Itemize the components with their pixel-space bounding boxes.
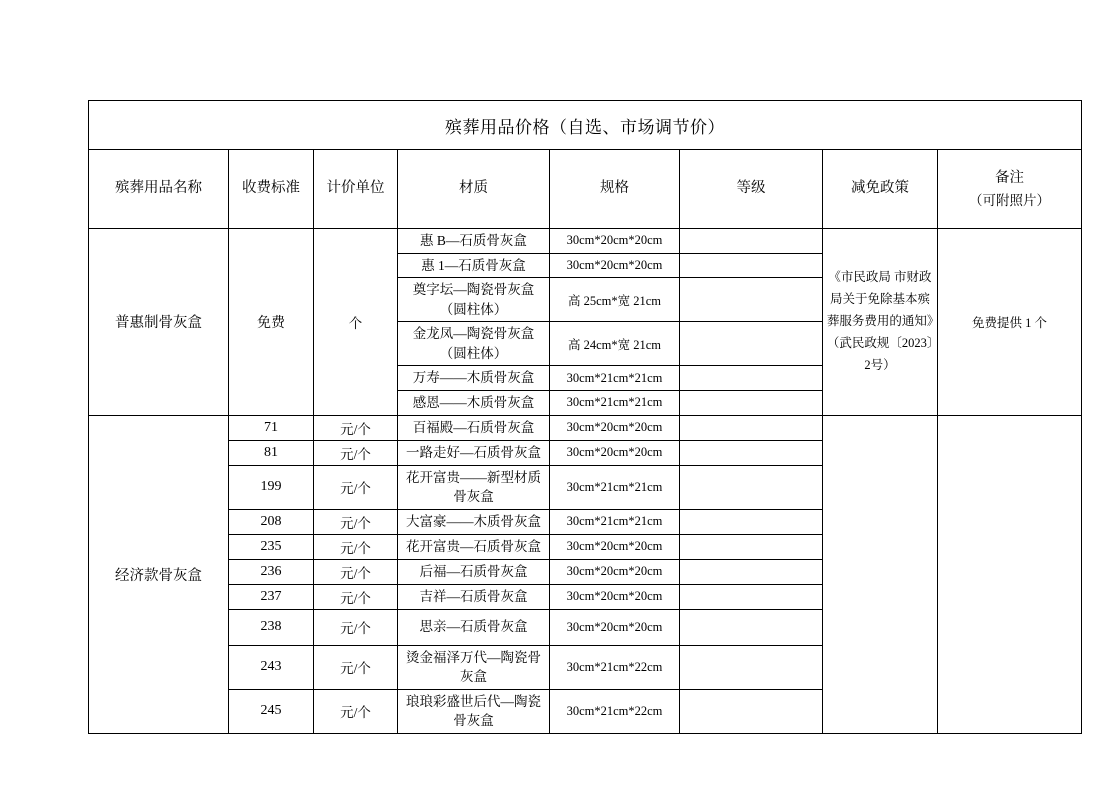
grade-cell: [680, 609, 823, 645]
spec-cell: 30cm*21cm*21cm: [550, 390, 680, 415]
unit-cell: 元/个: [314, 645, 398, 689]
group-note-cell: [938, 415, 1082, 733]
spec-cell: 30cm*20cm*20cm: [550, 253, 680, 278]
grade-cell: [680, 534, 823, 559]
table-row: [89, 229, 1082, 254]
group-policy-cell: 《市民政局 市财政局关于免除基本殡葬服务费用的通知》（武民政规〔2023〕2号）: [823, 229, 938, 416]
group-note-cell: 免费提供 1 个: [938, 229, 1082, 416]
column-header-name: 殡葬用品名称: [89, 150, 229, 229]
material-cell: 百福殿—石质骨灰盒: [398, 415, 550, 440]
group-policy-cell: [823, 415, 938, 733]
unit-cell: 元/个: [314, 609, 398, 645]
material-cell: 大富豪——木质骨灰盒: [398, 509, 550, 534]
column-header-remark-sub: （可附照片）: [969, 192, 1050, 208]
material-cell: 花开富贵—石质骨灰盒: [398, 534, 550, 559]
unit-cell: 元/个: [314, 534, 398, 559]
page-title: 殡葬用品价格（自选、市场调节价）: [89, 101, 1082, 150]
fee-cell: 236: [229, 559, 314, 584]
material-cell: 奠字坛—陶瓷骨灰盒（圆柱体）: [398, 278, 550, 322]
spec-cell: 30cm*20cm*20cm: [550, 584, 680, 609]
spec-cell: 30cm*20cm*20cm: [550, 229, 680, 254]
grade-cell: [680, 229, 823, 254]
grade-cell: [680, 645, 823, 689]
spec-cell: 30cm*20cm*20cm: [550, 609, 680, 645]
material-cell: 后福—石质骨灰盒: [398, 559, 550, 584]
group-unit-cell: 个: [314, 229, 398, 416]
table-title-row: [89, 101, 1082, 150]
spec-cell: 30cm*21cm*22cm: [550, 645, 680, 689]
column-header-material: 材质: [398, 150, 550, 229]
column-header-remark: [938, 150, 1082, 229]
material-cell: 烫金福泽万代—陶瓷骨灰盒: [398, 645, 550, 689]
group-fee-cell: 免费: [229, 229, 314, 416]
grade-cell: [680, 440, 823, 465]
unit-cell: 元/个: [314, 584, 398, 609]
fee-cell: 243: [229, 645, 314, 689]
material-cell: 金龙凤—陶瓷骨灰盒（圆柱体）: [398, 322, 550, 366]
material-cell: 思亲—石质骨灰盒: [398, 609, 550, 645]
spec-cell: 30cm*21cm*21cm: [550, 366, 680, 391]
spec-cell: 高 24cm*宽 21cm: [550, 322, 680, 366]
grade-cell: [680, 278, 823, 322]
column-header-grade: 等级: [680, 150, 823, 229]
group-name-cell: 经济款骨灰盒: [89, 415, 229, 733]
table-header-row: [89, 150, 1082, 229]
spec-cell: 30cm*21cm*22cm: [550, 689, 680, 733]
material-cell: 万寿——木质骨灰盒: [398, 366, 550, 391]
spec-cell: 30cm*20cm*20cm: [550, 415, 680, 440]
column-header-unit: 计价单位: [314, 150, 398, 229]
spec-cell: 30cm*21cm*21cm: [550, 465, 680, 509]
unit-cell: 元/个: [314, 689, 398, 733]
price-table: [88, 100, 1082, 734]
spec-cell: 30cm*21cm*21cm: [550, 509, 680, 534]
unit-cell: 元/个: [314, 415, 398, 440]
material-cell: 一路走好—石质骨灰盒: [398, 440, 550, 465]
grade-cell: [680, 465, 823, 509]
column-header-spec: 规格: [550, 150, 680, 229]
material-cell: 吉祥—石质骨灰盒: [398, 584, 550, 609]
grade-cell: [680, 253, 823, 278]
spec-cell: 30cm*20cm*20cm: [550, 559, 680, 584]
table-row: [89, 415, 1082, 440]
material-cell: 惠 1—石质骨灰盒: [398, 253, 550, 278]
grade-cell: [680, 509, 823, 534]
fee-cell: 237: [229, 584, 314, 609]
grade-cell: [680, 689, 823, 733]
material-cell: 花开富贵——新型材质骨灰盒: [398, 465, 550, 509]
spec-cell: 30cm*20cm*20cm: [550, 440, 680, 465]
grade-cell: [680, 559, 823, 584]
grade-cell: [680, 415, 823, 440]
grade-cell: [680, 390, 823, 415]
fee-cell: 238: [229, 609, 314, 645]
column-header-fee: 收费标准: [229, 150, 314, 229]
fee-cell: 71: [229, 415, 314, 440]
price-table-wrapper: [88, 100, 1081, 734]
fee-cell: 235: [229, 534, 314, 559]
column-header-policy: 减免政策: [823, 150, 938, 229]
material-cell: 琅琅彩盛世后代—陶瓷骨灰盒: [398, 689, 550, 733]
fee-cell: 199: [229, 465, 314, 509]
unit-cell: 元/个: [314, 465, 398, 509]
spec-cell: 高 25cm*宽 21cm: [550, 278, 680, 322]
fee-cell: 245: [229, 689, 314, 733]
unit-cell: 元/个: [314, 509, 398, 534]
material-cell: 感恩——木质骨灰盒: [398, 390, 550, 415]
grade-cell: [680, 322, 823, 366]
group-name-cell: 普惠制骨灰盒: [89, 229, 229, 416]
material-cell: 惠 B—石质骨灰盒: [398, 229, 550, 254]
column-header-remark-main: 备注: [995, 169, 1024, 186]
grade-cell: [680, 584, 823, 609]
unit-cell: 元/个: [314, 440, 398, 465]
fee-cell: 81: [229, 440, 314, 465]
unit-cell: 元/个: [314, 559, 398, 584]
spec-cell: 30cm*20cm*20cm: [550, 534, 680, 559]
grade-cell: [680, 366, 823, 391]
fee-cell: 208: [229, 509, 314, 534]
